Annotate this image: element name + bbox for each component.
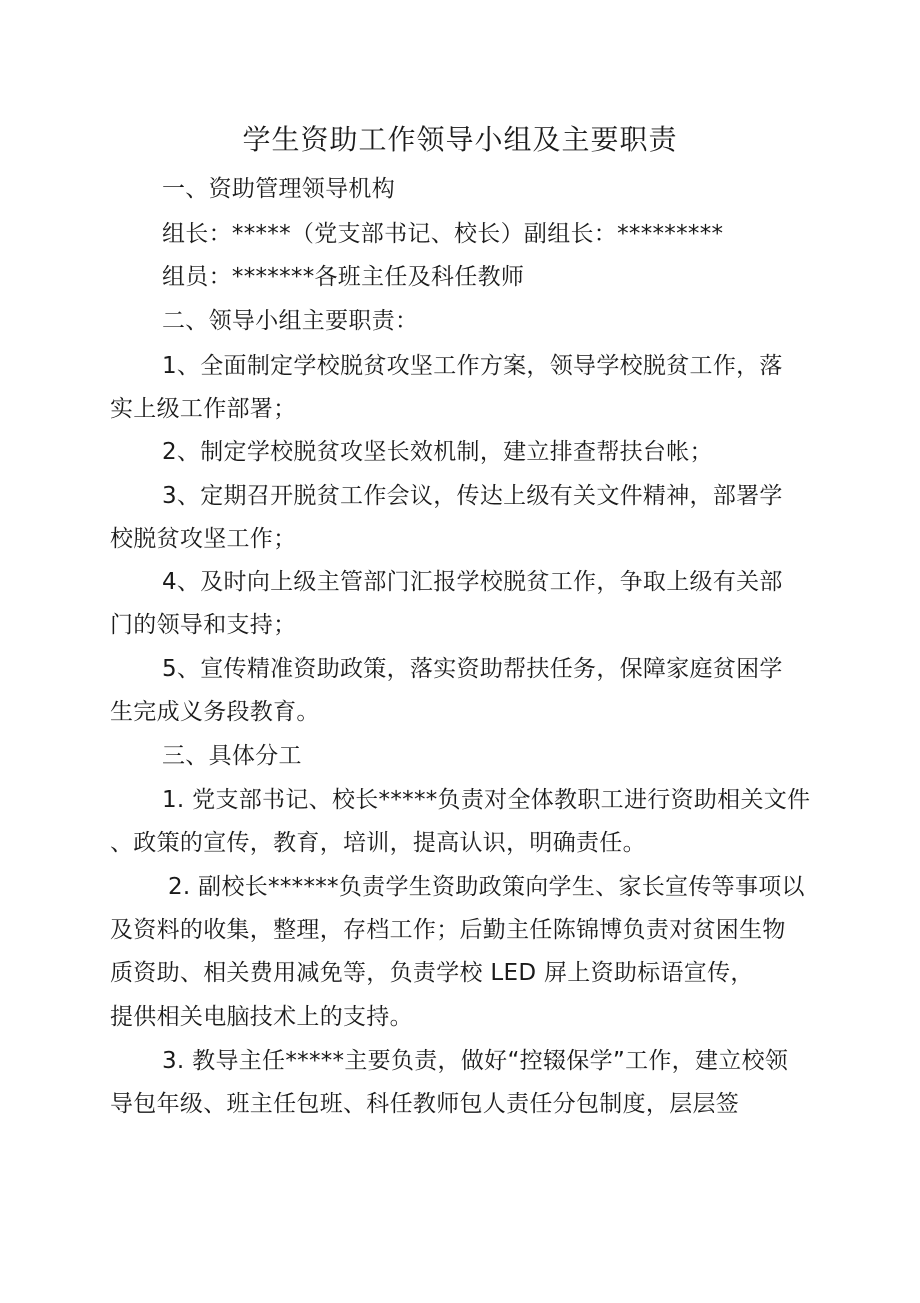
duty-2-line-1: 2、制定学校脱贫攻坚长效机制，建立排查帮扶台帐； xyxy=(162,439,713,465)
assignment-1-line-1: 1. 党支部书记、校长*****负责对全体教职工进行资助相关文件 xyxy=(162,787,811,813)
section-heading-1: 一、资助管理领导机构 xyxy=(162,176,395,202)
members-line: 组员：*******各班主任及科任教师 xyxy=(162,264,525,290)
duty-1-line-2: 实上级工作部署； xyxy=(110,396,297,422)
duty-5-line-2: 生完成义务段教育。 xyxy=(110,699,320,725)
assignment-1-line-2: 、政策的宣传，教育，培训，提高认识，明确责任。 xyxy=(110,830,646,856)
document-title: 学生资助工作领导小组及主要职责 xyxy=(242,123,678,156)
assignment-3-line-1: 3. 教导主任*****主要负责，做好“控辍保学”工作，建立校领 xyxy=(162,1048,789,1074)
section-heading-3: 三、具体分工 xyxy=(162,743,302,769)
duty-4-line-2: 门的领导和支持； xyxy=(110,612,297,638)
assignment-2-line-1: 2. 副校长******负责学生资助政策向学生、家长宣传等事项以 xyxy=(168,874,805,900)
duty-4-line-1: 4、及时向上级主管部门汇报学校脱贫工作，争取上级有关部 xyxy=(162,569,783,595)
duty-3-line-2: 校脱贫攻坚工作； xyxy=(110,526,297,552)
section-heading-2: 二、领导小组主要职责： xyxy=(162,308,419,334)
assignment-2-line-2: 及资料的收集，整理，存档工作；后勤主任陈锦博负责对贫困生物 xyxy=(110,917,786,943)
assignment-3-line-2: 导包年级、班主任包班、科任教师包人责任分包制度，层层签 xyxy=(110,1091,740,1117)
assignment-2-line-4: 提供相关电脑技术上的支持。 xyxy=(110,1004,413,1030)
duty-1-line-1: 1、全面制定学校脱贫攻坚工作方案，领导学校脱贫工作，落 xyxy=(162,353,783,379)
duty-3-line-1: 3、定期召开脱贫工作会议，传达上级有关文件精神，部署学 xyxy=(162,483,783,509)
assignment-2-line-3: 质资助、相关费用减免等，负责学校 LED 屏上资助标语宣传， xyxy=(110,960,754,986)
leader-line: 组长：*****（党支部书记、校长）副组长：********* xyxy=(162,221,724,247)
duty-5-line-1: 5、宣传精准资助政策，落实资助帮扶任务，保障家庭贫困学 xyxy=(162,656,783,682)
